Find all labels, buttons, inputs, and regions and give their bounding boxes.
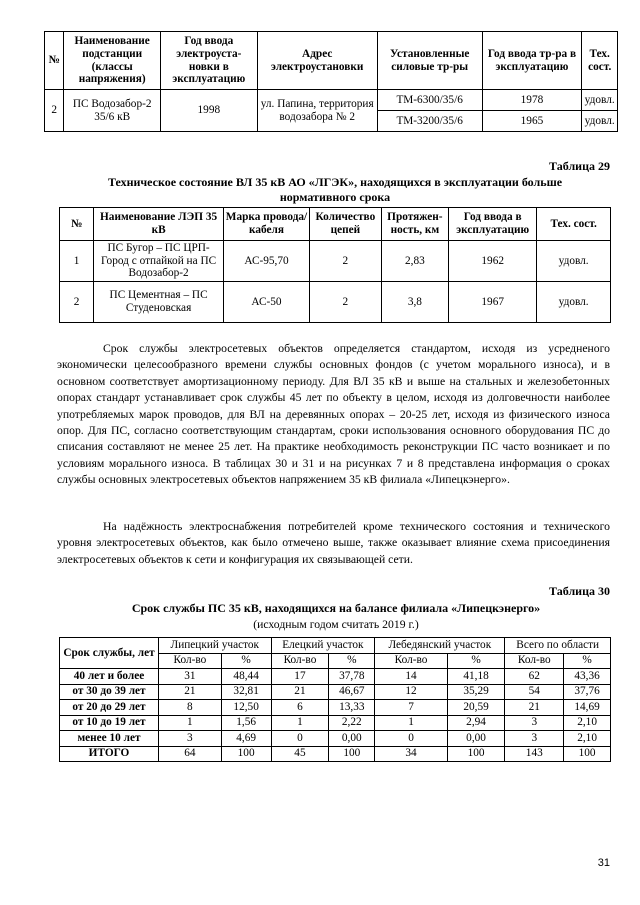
table-row [60, 282, 611, 323]
cell-length: 3,8 [381, 282, 448, 323]
cell-value: 17 [271, 669, 329, 685]
sub-header-percent: % [447, 653, 505, 669]
cell-value: 37,76 [564, 684, 611, 700]
table-header-row [60, 638, 611, 654]
cell-state: удовл. [537, 241, 611, 282]
cell-wire-brand: АС-95,70 [223, 241, 309, 282]
row-label: от 20 до 29 лет [60, 700, 159, 716]
cell-line-name: ПС Бугор – ПС ЦРП-Город с отпайкой на ПС Водозабор-2 [94, 241, 224, 282]
col-header-num: № [45, 32, 64, 90]
col-header-address: Адрес электроустановки [257, 32, 377, 90]
cell-tr-year: 1978 [482, 90, 582, 111]
cell-value: 3 [505, 731, 564, 747]
table-row [60, 241, 611, 282]
cell-value: 21 [505, 700, 564, 716]
cell-value: 21 [159, 684, 222, 700]
row-label: менее 10 лет [60, 731, 159, 747]
col-header-year: Год ввода электроуста-новки в эксплуатацию [161, 32, 258, 90]
cell-value: 3 [159, 731, 222, 747]
cell-state: удовл. [582, 90, 618, 111]
cell-circuits: 2 [310, 282, 382, 323]
cell-transformer: ТМ-6300/35/6 [377, 90, 482, 111]
table30-label: Таблица 30 [549, 584, 610, 598]
cell-year: 1962 [449, 241, 537, 282]
table-row [60, 715, 611, 731]
cell-value: 100 [221, 746, 271, 762]
cell-value: 35,29 [447, 684, 505, 700]
cell-value: 32,81 [221, 684, 271, 700]
cell-value: 14,69 [564, 700, 611, 716]
group-header-total: Всего по области [505, 638, 611, 654]
cell-value: 100 [447, 746, 505, 762]
col-header-wire-brand: Марка провода/кабеля [223, 208, 309, 241]
sub-header-percent: % [564, 653, 611, 669]
cell-value: 2,94 [447, 715, 505, 731]
cell-value: 12 [375, 684, 448, 700]
cell-value: 62 [505, 669, 564, 685]
table30-subtitle: (исходным годом считать 2019 г.) [253, 618, 419, 631]
group-header-elets: Елецкий участок [271, 638, 375, 654]
table30-title: Срок службы ПС 35 кВ, находящихся на балансе филиала «Липецкэнерго» [131, 601, 541, 615]
page-number: 31 [597, 857, 610, 869]
cell-value: 1 [271, 715, 329, 731]
cell-value: 2,10 [564, 731, 611, 747]
sub-header-count: Кол-во [159, 653, 222, 669]
cell-value: 100 [329, 746, 375, 762]
cell-value: 21 [271, 684, 329, 700]
col-header-line-name: Наименование ЛЭП 35 кВ [94, 208, 224, 241]
cell-value: 34 [375, 746, 448, 762]
table-total-row [60, 746, 611, 762]
cell-value: 2,10 [564, 715, 611, 731]
col-header-state: Тех. сост. [537, 208, 611, 241]
cell-year: 1967 [449, 282, 537, 323]
cell-value: 41,18 [447, 669, 505, 685]
sub-header-count: Кол-во [375, 653, 448, 669]
row-label-total: ИТОГО [60, 746, 159, 762]
cell-value: 0 [271, 731, 329, 747]
table-header-row [45, 32, 618, 90]
cell-value: 7 [375, 700, 448, 716]
cell-value: 37,78 [329, 669, 375, 685]
cell-value: 2,22 [329, 715, 375, 731]
cell-value: 143 [505, 746, 564, 762]
cell-value: 1,56 [221, 715, 271, 731]
row-label: от 30 до 39 лет [60, 684, 159, 700]
cell-value: 1 [159, 715, 222, 731]
cell-value: 20,59 [447, 700, 505, 716]
cell-value: 12,50 [221, 700, 271, 716]
cell-value: 48,44 [221, 669, 271, 685]
col-header-state: Тех. сост. [582, 32, 618, 90]
cell-line-name: ПС Цементная – ПС Студеновская [94, 282, 224, 323]
substation-table [44, 31, 618, 132]
cell-value: 0 [375, 731, 448, 747]
cell-num: 2 [60, 282, 94, 323]
table-row [60, 669, 611, 685]
table29-title: Техническое состояние ВЛ 35 кВ АО «ЛГЭК», находящихся в эксплуатации больше нормативного срока [107, 175, 563, 204]
cell-value: 0,00 [329, 731, 375, 747]
col-header-circuits: Количество цепей [310, 208, 382, 241]
cell-circuits: 2 [310, 241, 382, 282]
col-header-year: Год ввода в эксплуатацию [449, 208, 537, 241]
col-header-tr-year: Год ввода тр-ра в эксплуатацию [482, 32, 582, 90]
col-header-length: Протяжен-ность, км [381, 208, 448, 241]
cell-state: удовл. [582, 111, 618, 132]
cell-num: 1 [60, 241, 94, 282]
cell-value: 3 [505, 715, 564, 731]
cell-value: 13,33 [329, 700, 375, 716]
cell-name: ПС Водозабор-2 35/6 кВ [64, 90, 161, 132]
cell-value: 43,36 [564, 669, 611, 685]
cell-value: 64 [159, 746, 222, 762]
body-paragraph: На надёжность электроснабжения потребителей кроме технического состояния и технического уровня электросетевых объектов, как было отмечено выше, также оказывает влияние схема присоединения электросетевых объектов к сети и конфигурация их связывающей сети. [57, 520, 610, 566]
col-header-name: Наименование подстанции (классы напряжения) [64, 32, 161, 90]
cell-value: 6 [271, 700, 329, 716]
cell-value: 100 [564, 746, 611, 762]
col-header-num: № [60, 208, 94, 241]
cell-value: 0,00 [447, 731, 505, 747]
row-label: 40 лет и более [60, 669, 159, 685]
cell-value: 31 [159, 669, 222, 685]
table-row [60, 731, 611, 747]
col-header-period: Срок службы, лет [60, 638, 159, 669]
table30 [59, 637, 611, 762]
cell-value: 45 [271, 746, 329, 762]
table-row [60, 700, 611, 716]
cell-transformer: ТМ-3200/35/6 [377, 111, 482, 132]
col-header-transformers: Установленные силовые тр-ры [377, 32, 482, 90]
sub-header-percent: % [221, 653, 271, 669]
sub-header-count: Кол-во [505, 653, 564, 669]
cell-value: 1 [375, 715, 448, 731]
row-label: от 10 до 19 лет [60, 715, 159, 731]
body-paragraph: Срок службы электросетевых объектов определяется стандартом, исходя из усредненого экономически целесообразного времени службы основных фондов (с учетом морального износа), и в основном соответствует амортизационному периоду. Для ВЛ 35 кВ и выше на стальных и железобетонных опорах стандарт устанавливает срок службы 45 лет по объекту в целом, исходя из долговечности наиболее употребляемых марок проводов, для ВЛ на деревянных опорах – 20-25 лет, исходя из физического износа опор. Для ПС, согласно соответствующим стандартам, сроки использования основного оборудования ПС до списания составляют не менее 25 лет. На практике необходимость реконструкции ПС часто возникает и по условиям морального износа. В таблицах 30 и 31 и на рисунках 7 и 8 представлена информация о сроках службы основных электросетевых объектов напряжением 35 кВ филиала «Липецкэнерго». [57, 342, 610, 487]
cell-value: 46,67 [329, 684, 375, 700]
sub-header-percent: % [329, 653, 375, 669]
cell-tr-year: 1965 [482, 111, 582, 132]
table-row [60, 684, 611, 700]
cell-length: 2,83 [381, 241, 448, 282]
cell-value: 4,69 [221, 731, 271, 747]
cell-state: удовл. [537, 282, 611, 323]
table29-label: Таблица 29 [549, 159, 610, 173]
table-row [45, 90, 618, 111]
cell-value: 54 [505, 684, 564, 700]
cell-address: ул. Папина, территория водозабора № 2 [257, 90, 377, 132]
table-header-row [60, 208, 611, 241]
group-header-lipetsk: Липецкий участок [159, 638, 272, 654]
table29 [59, 207, 611, 323]
cell-value: 14 [375, 669, 448, 685]
cell-num: 2 [45, 90, 64, 132]
cell-year: 1998 [161, 90, 258, 132]
sub-header-count: Кол-во [271, 653, 329, 669]
cell-wire-brand: АС-50 [223, 282, 309, 323]
cell-value: 8 [159, 700, 222, 716]
group-header-lebedyan: Лебедянский участок [375, 638, 505, 654]
